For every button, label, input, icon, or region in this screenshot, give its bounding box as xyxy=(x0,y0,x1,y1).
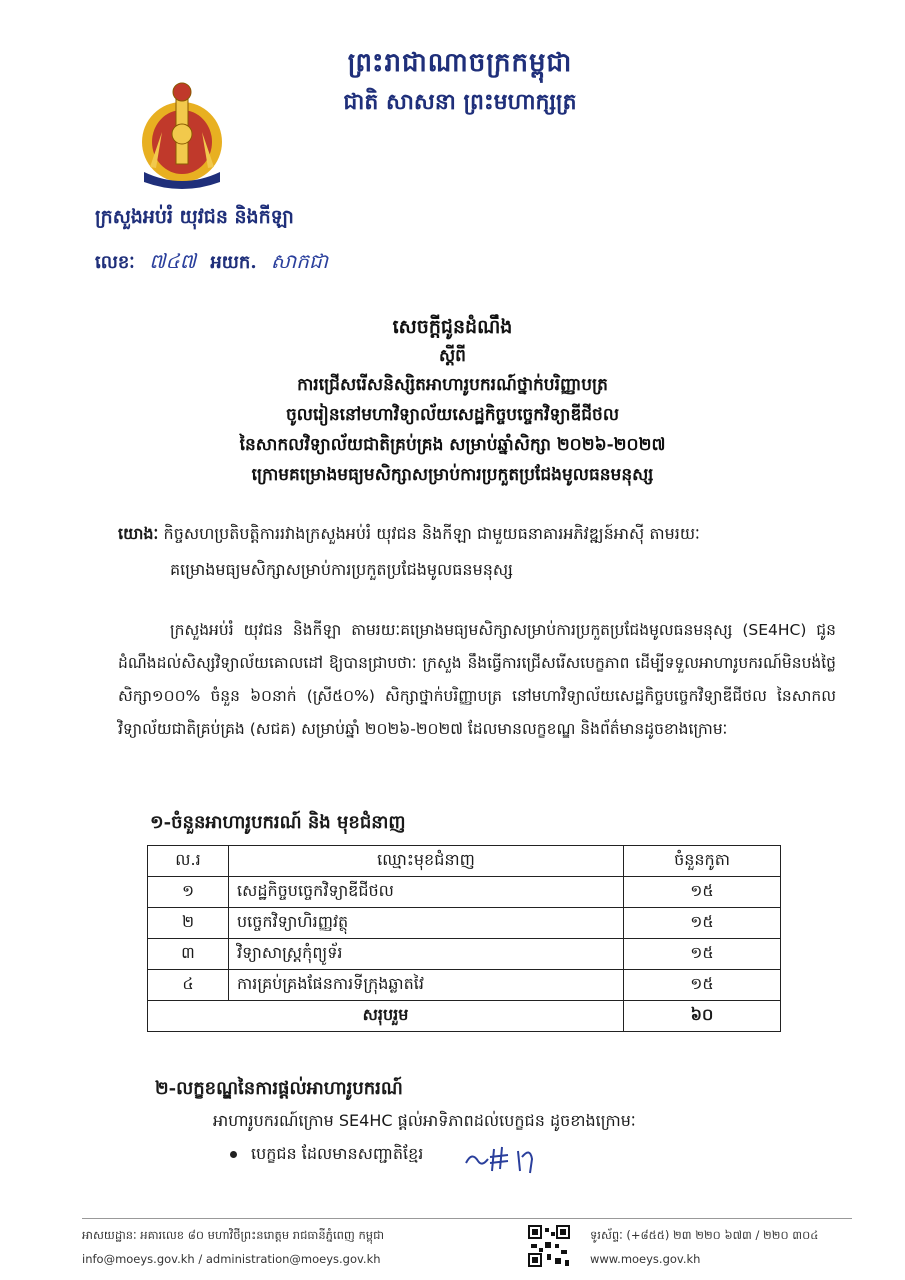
footer-phone: ទូរស័ព្ទៈ (+៨៥៥) ២៣ ២២០ ៦៧៣ / ២២០ ៣០៤ xyxy=(590,1228,819,1242)
title-line-4: ចូលរៀននៅមហាវិទ្យាល័យសេដ្ឋកិច្ចបច្ចេកវិទ្យាឌីជីថល xyxy=(285,405,620,425)
row-number: ២ xyxy=(148,908,229,939)
notice-title xyxy=(80,312,825,490)
column-header: ឈ្មោះមុខជំនាញ xyxy=(229,846,624,877)
section-2-intro: អាហារូបករណ៍ក្រោម SE4HC ផ្តល់អាទិភាពដល់បេក្ខជន ដូចខាងក្រោមៈ xyxy=(213,1111,636,1130)
table-row xyxy=(148,939,781,970)
ministry-name: ក្រសួងអប់រំ យុវជន និងកីឡា xyxy=(95,206,294,228)
total-row xyxy=(148,1001,781,1032)
ref-code: សាកជា xyxy=(270,249,329,273)
footer-address: អាសយដ្ឋានៈ អគារលេខ ៨០ មហាវិថីព្រះនរោត្តម រាជធានីភ្នំពេញ កម្ពុជា xyxy=(82,1228,385,1242)
total-label: សរុបរួម xyxy=(148,1001,624,1032)
bullet-icon xyxy=(230,1151,237,1158)
title-line-5: នៃសាកលវិទ្យាល័យជាតិគ្រប់គ្រង សម្រាប់ឆ្នាំសិក្សា ២០២៦-២០២៧ xyxy=(239,435,666,455)
reference-number xyxy=(95,248,336,278)
list-item xyxy=(230,1143,423,1167)
row-number: ៣ xyxy=(148,939,229,970)
major-name: វិទ្យាសាស្ត្រកុំព្យូទ័រ xyxy=(229,939,624,970)
scholarship-table xyxy=(147,845,781,1032)
basis-label: យោងៈ xyxy=(118,524,159,543)
footer-divider xyxy=(82,1218,852,1219)
kingdom-title: ព្រះរាជាណាចក្រកម្ពុជា xyxy=(347,48,573,78)
qr-code-icon xyxy=(527,1224,571,1268)
major-name: ការគ្រប់គ្រងផែនការទីក្រុងឆ្លាតវៃ xyxy=(229,970,624,1001)
title-line-3: ការជ្រើសរើសនិស្សិតអាហារូបករណ៍ថ្នាក់បរិញ្ញាបត្រ xyxy=(297,375,608,395)
table-row xyxy=(148,877,781,908)
table-header-row xyxy=(148,846,781,877)
ref-label: លេខៈ xyxy=(95,252,135,273)
column-header: ចំនួនកូតា xyxy=(624,846,781,877)
table-row xyxy=(148,908,781,939)
table-row xyxy=(148,970,781,1001)
total-value: ៦០ xyxy=(624,1001,781,1032)
quota: ១៥ xyxy=(624,877,781,908)
ref-number: ៧៤៧ xyxy=(149,249,197,273)
basis-line-2: គម្រោងមធ្យមសិក្សាសម្រាប់ការប្រកួតប្រជែងមូលធនមនុស្ស xyxy=(170,560,513,579)
major-name: បច្ចេកវិទ្យាហិរញ្ញវត្ថុ xyxy=(229,908,624,939)
body-paragraph: ក្រសួងអប់រំ យុវជន និងកីឡា តាមរយៈគម្រោងមធ្យមសិក្សាសម្រាប់ការប្រកួតប្រជែងមូលធនមនុស្ស (SE4HC) ជូនដំណឹងដល់សិស្សវិទ្យាល័យគោលដៅ ឱ្យបានជ្រាបថាៈ ក្រសួង នឹងធ្វើការជ្រើសរើសបេក្ខភាព ដើម្បីទទួលអាហារូបករណ៍មិនបង់ថ្លៃសិក្សា១០០% ចំនួន ៦០នាក់ (ស្រី៥០%) សិក្សាថ្នាក់បរិញ្ញាបត្រ នៅមហាវិទ្យាល័យសេដ្ឋកិច្ចបច្ចេកវិទ្យាឌីជីថល នៃសាកលវិទ្យាល័យជាតិគ្រប់គ្រង (សជគ) សម្រាប់ឆ្នាំ ២០២៦-២០២៧ ដែលមានលក្ខខណ្ឌ និងព័ត៌មានដូចខាងក្រោមៈ xyxy=(118,621,836,738)
bullet-text: បេក្ខជន ដែលមានសញ្ជាតិខ្មែរ xyxy=(251,1144,424,1163)
basis-line-1: កិច្ចសហប្រតិបត្តិការរវាងក្រសួងអប់រំ យុវជន និងកីឡា ជាមួយធនាគារអភិវឌ្ឍន៍អាស៊ី តាមរយៈ xyxy=(163,524,700,543)
title-line-6: ក្រោមគម្រោងមធ្យមសិក្សាសម្រាប់ការប្រកួតប្រជែងមូលធនមនុស្ស xyxy=(251,465,654,485)
national-motto: ជាតិ សាសនា ព្រះមហាក្សត្រ xyxy=(343,89,577,115)
title-line-2: ស្តីពី xyxy=(439,346,466,366)
column-header: ល.រ xyxy=(148,846,229,877)
footer-website: www.moeys.gov.kh xyxy=(590,1252,701,1266)
footer-emails: info@moeys.gov.kh / administration@moeys.gov.kh xyxy=(82,1252,381,1266)
royal-emblem-icon xyxy=(132,72,232,197)
quota: ១៥ xyxy=(624,939,781,970)
title-line-1: សេចក្តីជូនដំណឹង xyxy=(392,316,513,338)
quota: ១៥ xyxy=(624,970,781,1001)
major-name: សេដ្ឋកិច្ចបច្ចេកវិទ្យាឌីជីថល xyxy=(229,877,624,908)
signature-initials xyxy=(462,1137,552,1177)
section-2-heading: ២-លក្ខខណ្ឌនៃការផ្តល់អាហារូបករណ៍ xyxy=(155,1078,403,1099)
section-1-heading: ១-ចំនួនអាហារូបករណ៍ និង មុខជំនាញ xyxy=(150,812,406,833)
row-number: ៤ xyxy=(148,970,229,1001)
row-number: ១ xyxy=(148,877,229,908)
quota: ១៥ xyxy=(624,908,781,939)
reference-basis xyxy=(118,516,838,588)
ref-suffix: អយក. xyxy=(210,252,257,273)
